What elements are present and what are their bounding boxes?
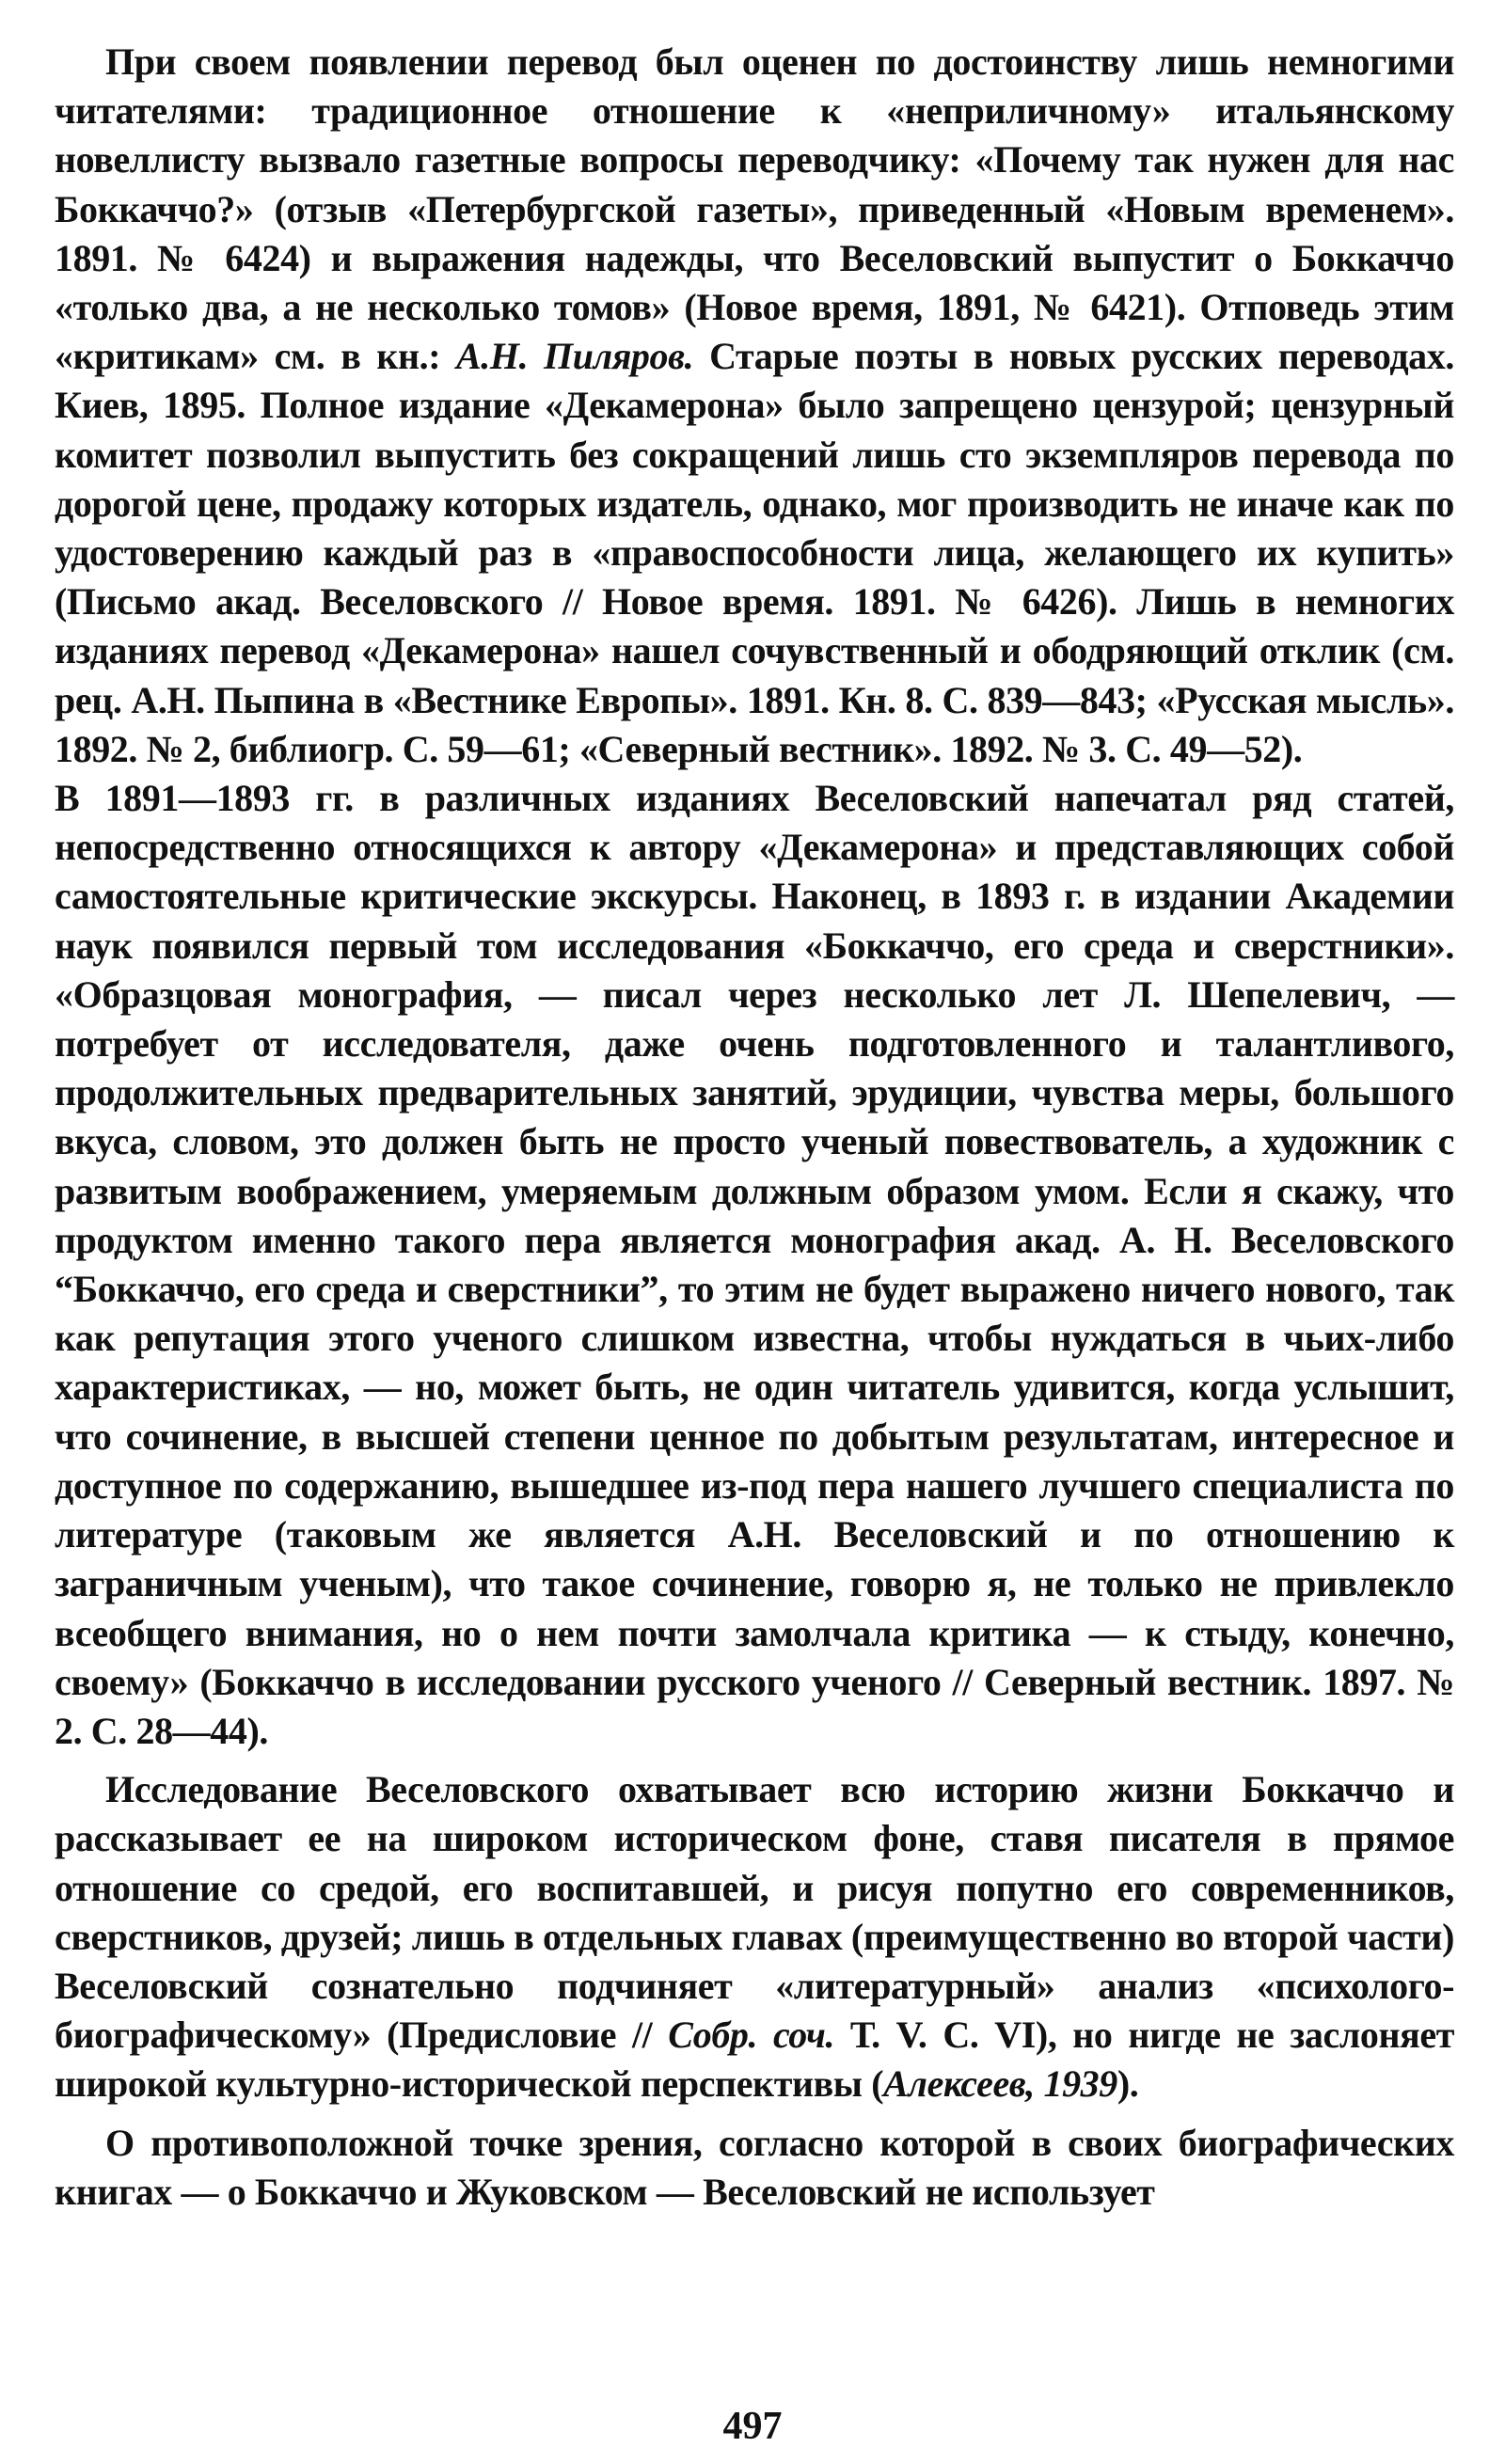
- paragraph-3-part-3: ).: [1117, 2062, 1139, 2106]
- collected-works-citation: Собр. соч.: [668, 2014, 835, 2057]
- paragraph-1-part-1: При своем появлении перевод был оценен по достоинству лишь немногими читателями: традиционное отношение к «неприличному» итальянскому новеллисту вызвало газетные вопросы переводчику: «Почему так нужен для нас Боккаччо?» (отзыв «Петербургской газеты», приведенный «Новым временем». 1891. № 6424) и выражения надежды, что Веселовский выпустит о Боккаччо «только два, а не несколько томов» (Новое время, 1891, № 6421). Отповедь этим «критикам» см. в кн.:: [55, 40, 1454, 378]
- paragraph-2-text: В 1891—1893 гг. в различных изданиях Веселовский напечатал ряд статей, непосредственно относящихся к автору «Декамерона» и представляющих собой самостоятельные критические экскурсы. Наконец, в 1893 г. в издании Академии наук появился первый том исследования «Боккаччо, его среда и сверстники». «Образцовая монография, — писал через несколько лет Л. Шепелевич, — потребует от исследователя, даже очень подготовленного и талантливого, продолжительных предварительных занятий, эрудиции, чувства меры, большого вкуса, словом, это должен быть не просто ученый повествователь, а художник с развитым воображением, умеряемым должным образом умом. Если я скажу, что продуктом именно такого пера является монография акад. А. Н. Веселовского “Боккаччо, его среда и сверстники”, то этим не будет выражено ничего нового, так как репутация этого ученого слишком известна, чтобы нуждаться в чьих-либо характеристиках, — но, может быть, не один читатель удивится, когда услышит, что сочинение, в высшей степени ценное по добытым результатам, интересное и доступное по содержанию, вышедшее из-под пера нашего лучшего специалиста по литературе (таковым же является А.Н. Веселовский и по отношению к заграничным ученым), что такое сочинение, говорю я, не только не привлекло всеобщего внимания, но о нем почти замолчала критика — к стыду, конечно, своему» (Боккаччо в исследовании русского ученого // Северный вестник. 1897. № 2. С. 28—44).: [55, 777, 1454, 1752]
- paragraph-4-text: О противоположной точке зрения, согласно которой в своих биографических книгах — о Боккаччо и Жуковском — Веселовский не использует: [55, 2121, 1454, 2213]
- paragraph-3-part-2: Т. V. С. VI), но нигде не заслоняет широкой культурно-исторической перспективы (: [55, 2014, 1454, 2106]
- author-citation-alekseev: Алексеев, 1939: [883, 2062, 1117, 2106]
- author-citation-pilyarov: А.Н. Пиляров.: [455, 335, 694, 378]
- paragraph-3-part-1: Исследование Веселовского охватывает всю историю жизни Боккаччо и рассказывает ее на широком историческом фоне, ставя писателя в прямое отношение со средой, его воспитавшей, и рисуя попутно его современников, сверстников, друзей; лишь в отдельных главах (преимущественно во второй части) Веселовский сознательно подчиняет «литературный» анализ «психолого-биографическому» (Предисловие //: [55, 1768, 1454, 2057]
- paragraph-1: [55, 38, 1454, 774]
- paragraph-3: [55, 1765, 1454, 2109]
- paragraph-1-part-2: Старые поэты в новых русских переводах. Киев, 1895. Полное издание «Декамерона» было запрещено цензурой; цензурный комитет позволил выпустить без сокращений лишь сто экземпляров перевода по дорогой цене, продажу которых издатель, однако, мог производить не иначе как по удостоверению каждый раз в «правоспособности лица, желающего их купить» (Письмо акад. Веселовского // Новое время. 1891. № 6426). Лишь в немногих изданиях перевод «Декамерона» нашел сочувственный и ободряющий отклик (см. рец. А.Н. Пыпина в «Вестнике Европы». 1891. Кн. 8. С. 839—843; «Русская мысль». 1892. № 2, библиогр. С. 59—61; «Северный вестник». 1892. № 3. С. 49—52).: [55, 335, 1454, 770]
- paragraph-2: [55, 774, 1454, 1756]
- page-number: 497: [722, 2405, 783, 2448]
- body-text: [55, 38, 1454, 2217]
- paragraph-4: [55, 2119, 1454, 2217]
